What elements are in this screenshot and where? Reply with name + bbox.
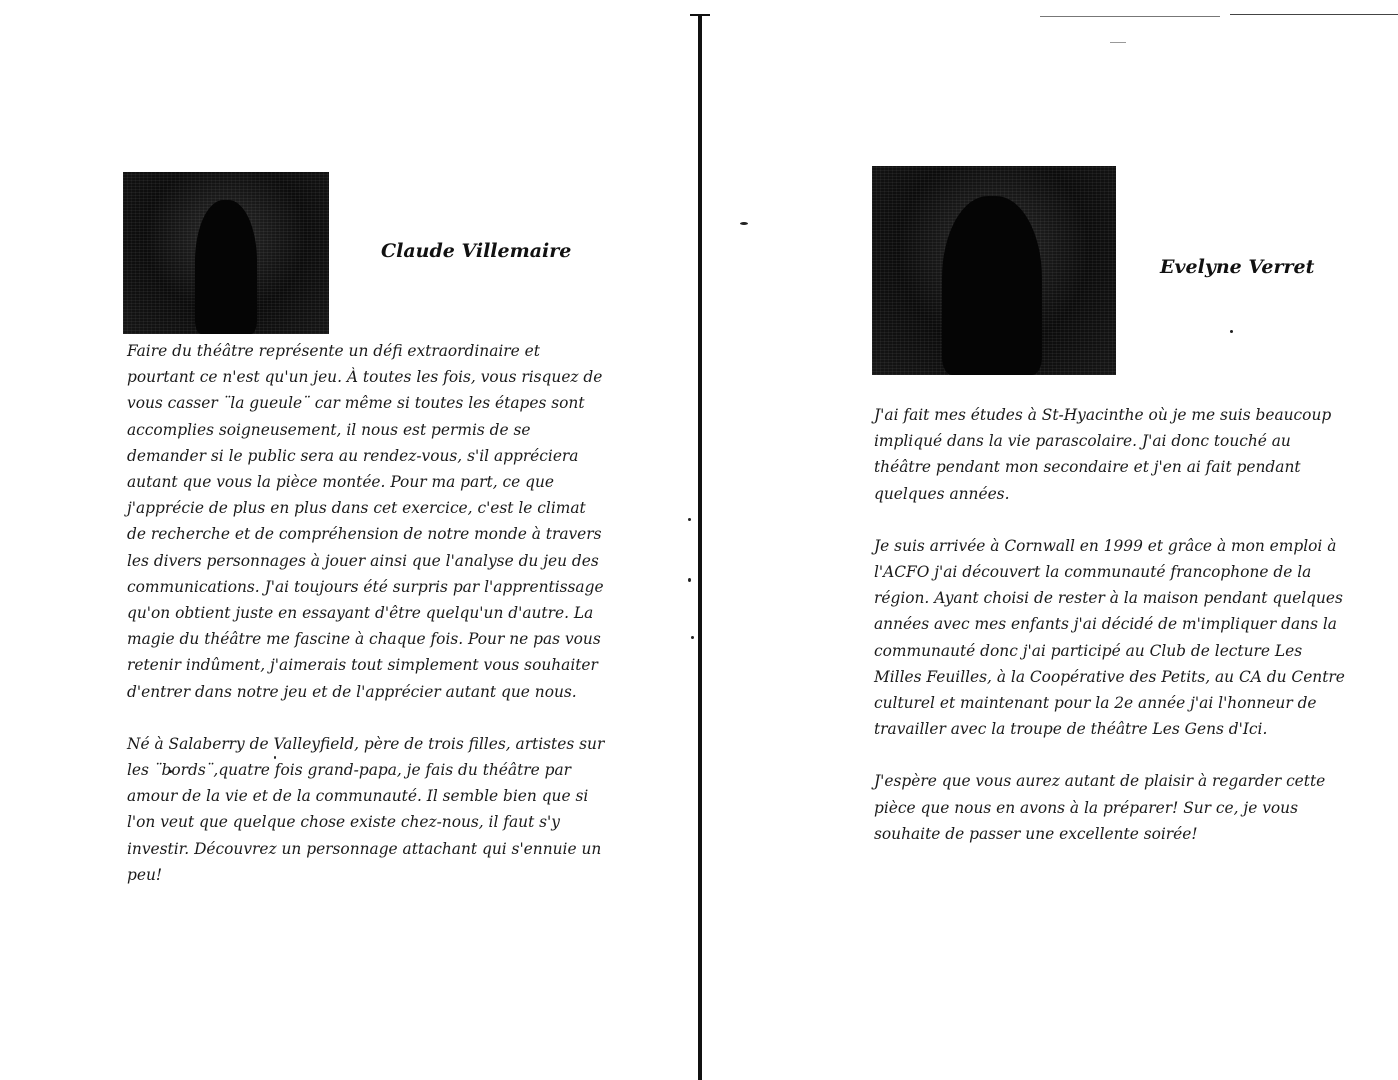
right-page <box>704 0 1398 1080</box>
bio-text <box>874 402 1350 873</box>
bio-paragraph: Je suis arrivée à Cornwall en 1999 et grâce à mon emploi à l'ACFO j'ai découvert la communauté francophone de la région. Ayant choisi de rester à la maison pendant quelques années avec mes enfants j'ai décidé de m'impliquer dans la communauté donc j'ai participé au Club de lecture Les Milles Feuilles, à la Coopérative des Petits, au CA du Centre culturel et maintenant pour la 2e année j'ai l'honneur de travailler avec la troupe de théâtre Les Gens d'Ici. <box>874 536 1345 739</box>
bio-paragraph: Né à Salaberry de Valleyfield, père de trois filles, artistes sur les ¨bords¨,quatre fois grand-papa, je fais du théâtre par amour de la vie et de la communauté. Il semble bien que si l'on veut que quelque chose existe chez-nous, il faut s'y investir. Découvrez un personnage attachant qui s'ennuie un peu! <box>127 734 605 884</box>
portrait-photo <box>123 172 329 334</box>
bio-paragraph: Faire du théâtre représente un défi extraordinaire et pourtant ce n'est qu'un jeu. À toutes les fois, vous risquez de vous casser ¨la gueule¨ car même si toutes les étapes sont accomplies soigneusement, il nous est permis de se demander si le public sera au rendez-vous, s'il appréciera autant que vous la pièce montée. Pour ma part, ce que j'apprécie de plus en plus dans cet exercice, c'est le climat de recherche et de compréhension de notre monde à travers les divers personnages à jouer ainsi que l'analyse du jeu des communications. J'ai toujours été surpris par l'apprentissage qu'on obtient juste en essayant d'être quelqu'un d'autre. La magie du théâtre me fascine à chaque fois. Pour ne pas vous retenir indûment, j'aimerais tout simplement vous souhaiter d'entrer dans notre jeu et de l'apprécier autant que nous. <box>127 342 604 701</box>
performer-name: Evelyne Verret <box>1160 256 1315 278</box>
left-page <box>0 0 698 1080</box>
bio-text <box>127 338 607 914</box>
center-gutter <box>698 14 702 1080</box>
portrait-silhouette <box>195 200 257 334</box>
portrait-silhouette <box>942 196 1042 375</box>
portrait-photo <box>872 166 1116 375</box>
bio-paragraph: J'espère que vous aurez autant de plaisir à regarder cette pièce que nous en avons à la préparer! Sur ce, je vous souhaite de passer une excellente soirée! <box>874 772 1326 843</box>
performer-name: Claude Villemaire <box>381 240 572 262</box>
bio-paragraph: J'ai fait mes études à St-Hyacinthe où je me suis beaucoup impliqué dans la vie parascolaire. J'ai donc touché au théâtre pendant mon secondaire et j'en ai fait pendant quelques années. <box>874 406 1332 503</box>
